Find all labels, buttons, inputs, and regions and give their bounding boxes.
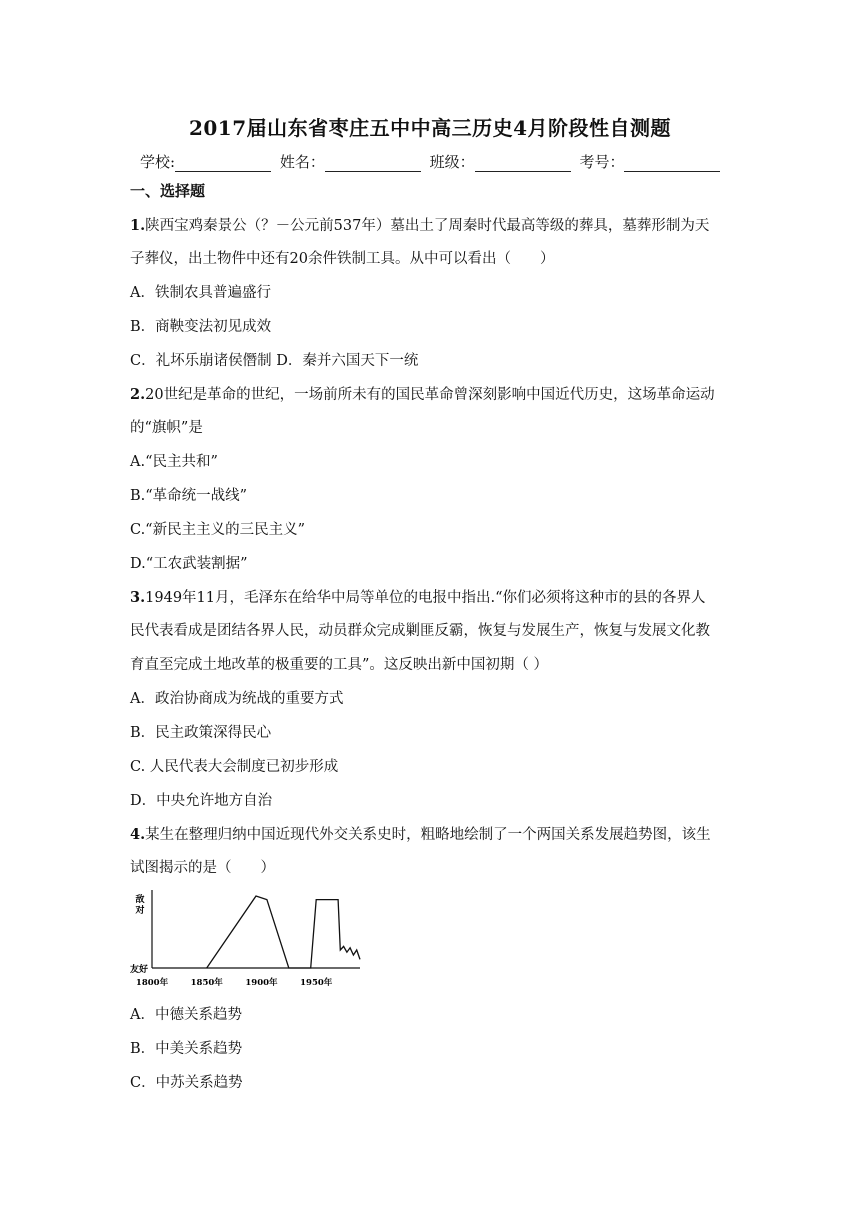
x-tick-label: 1950年 (300, 978, 333, 988)
question-line (130, 214, 709, 235)
relations-trend-chart (128, 884, 364, 990)
question-text: 试图揭示的是（ ） (130, 860, 275, 876)
option-item[interactable]: B.“革命统一战线” (130, 488, 248, 504)
option-item[interactable]: C．礼坏乐崩诸侯僭制 D．秦并六国天下一统 (130, 353, 419, 369)
option-item[interactable]: B．中美关系趋势 (130, 1041, 243, 1057)
x-tick-label: 1900年 (245, 978, 278, 988)
option-item[interactable]: B．商鞅变法初见成效 (130, 319, 272, 335)
number-label: 考号： (579, 153, 625, 171)
option-item[interactable]: C.“新民主主义的三民主义” (130, 522, 306, 538)
x-tick-label: 1850年 (190, 978, 223, 988)
section-heading: 一、选择题 (130, 182, 206, 200)
question-text: 的“旗帜”是 (130, 420, 203, 436)
name-blank[interactable] (325, 156, 421, 172)
class-blank[interactable] (475, 156, 571, 172)
question-line (130, 586, 706, 607)
option-item[interactable]: B．民主政策深得民心 (130, 725, 272, 741)
question-text: 陕西宝鸡秦景公（？－公元前537年）墓出土了周秦时代最高等级的葬具，墓葬形制为天 (145, 218, 710, 234)
question-text: 民代表看成是团结各界人民，动员群众完成剿匪反霸，恢复与发展生产，恢复与发展文化教 (130, 623, 710, 639)
question-text: 1949年11月，毛泽东在给华中局等单位的电报中指出.“你们必须将这种市的县的各界人 (145, 590, 706, 606)
option-item[interactable]: D．中央允许地方自治 (130, 793, 273, 809)
question-number: 2. (130, 386, 146, 403)
y-label-hostile: 敌对 (135, 895, 145, 916)
school-blank[interactable] (175, 156, 271, 172)
option-item[interactable]: C．中苏关系趋势 (130, 1075, 243, 1091)
question-number: 1. (130, 217, 146, 234)
option-item[interactable]: A．铁制农具普遍盛行 (130, 285, 271, 301)
option-item[interactable]: A．政治协商成为统战的重要方式 (130, 691, 344, 707)
question-number: 4. (130, 826, 146, 843)
option-item[interactable]: C. 人民代表大会制度已初步形成 (130, 759, 339, 775)
y-label-friendly: 友好 (130, 965, 149, 975)
option-item[interactable]: A．中德关系趋势 (130, 1007, 242, 1023)
question-number: 3. (130, 589, 146, 606)
question-line (130, 823, 711, 844)
student-info-line (140, 151, 724, 172)
school-label: 学校: (140, 153, 176, 171)
question-line (130, 383, 715, 404)
question-text: 子葬仪，出土物件中还有20余件铁制工具。从中可以看出（ ） (130, 251, 555, 267)
series-line (207, 896, 360, 968)
question-text: 育直至完成土地改革的极重要的工具”。这反映出新中国初期（ ） (130, 657, 549, 673)
page-title: 2017届山东省枣庄五中中高三历史4月阶段性自测题 (188, 116, 672, 140)
x-tick-label: 1800年 (135, 978, 169, 988)
option-item[interactable]: D.“工农武装割据” (130, 556, 248, 572)
number-blank[interactable] (624, 156, 720, 172)
question-text: 某生在整理归纳中国近现代外交关系史时，粗略地绘制了一个两国关系发展趋势图，该生 (145, 827, 711, 843)
option-item[interactable]: A.“民主共和” (130, 454, 218, 470)
class-label: 班级： (429, 153, 475, 171)
question-text: 20世纪是革命的世纪，一场前所未有的国民革命曾深刻影响中国近代历史，这场革命运动 (145, 387, 715, 403)
name-label: 姓名： (279, 153, 325, 171)
